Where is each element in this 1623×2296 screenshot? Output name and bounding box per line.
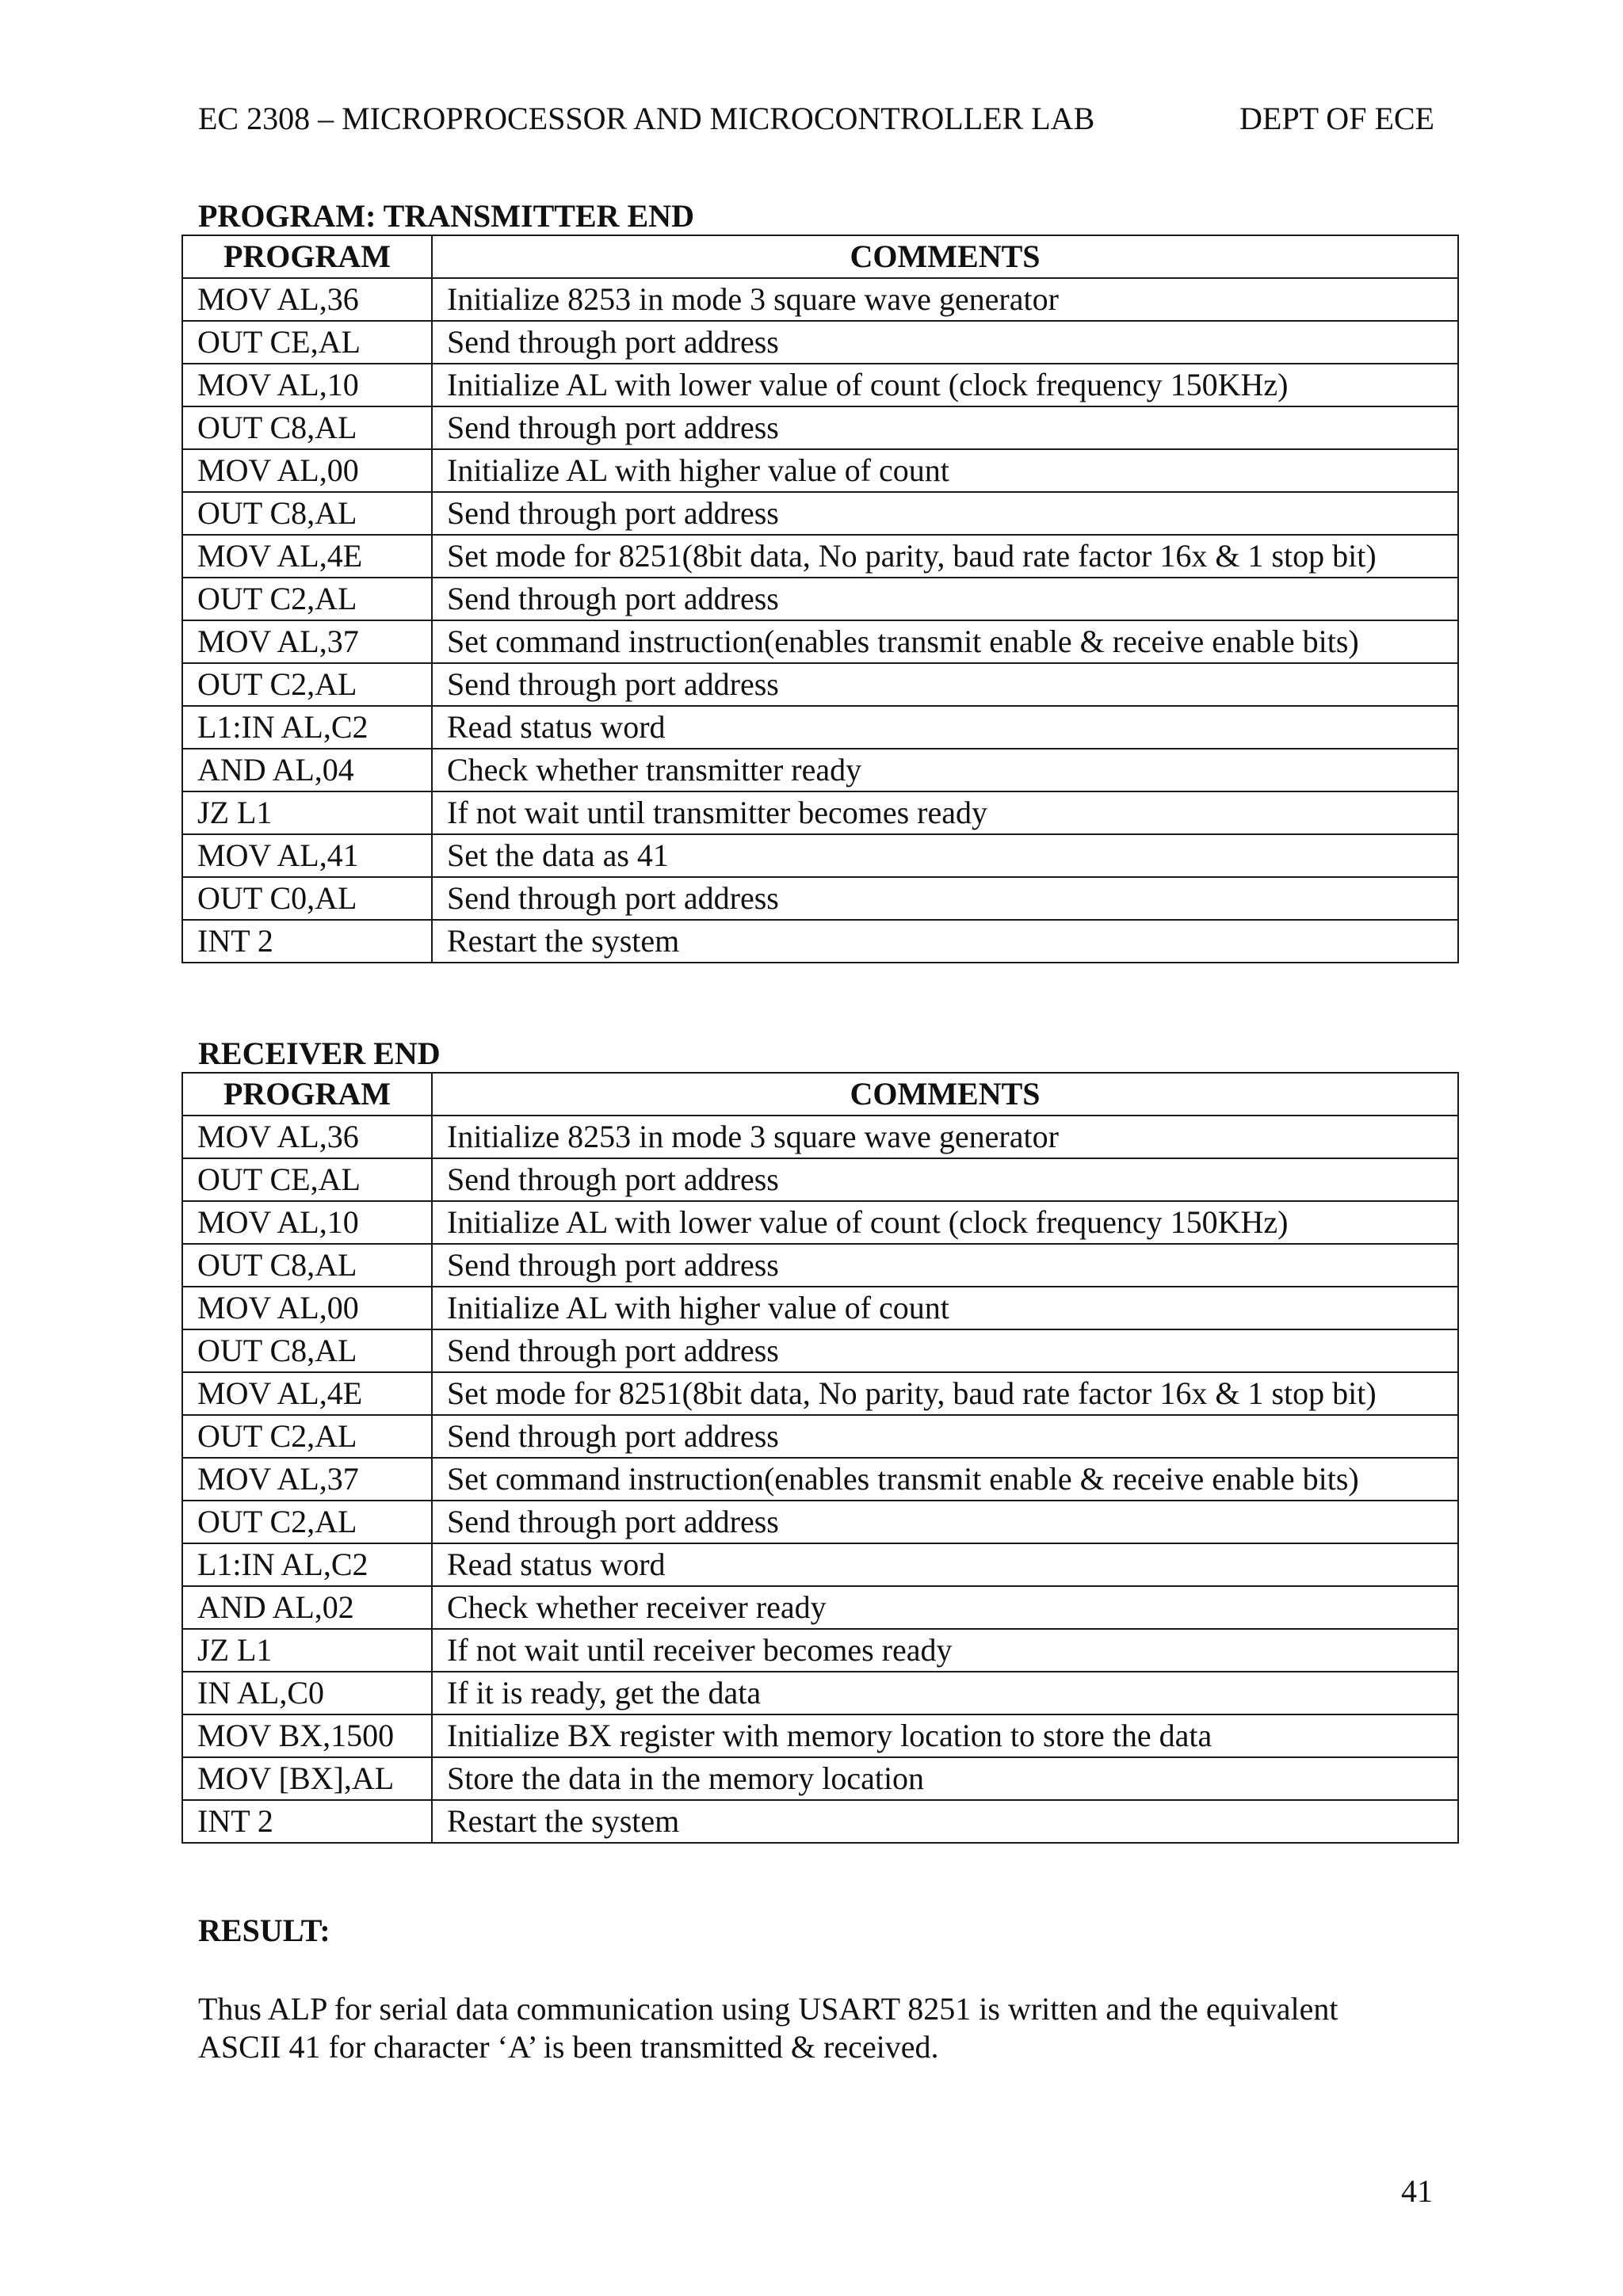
result-heading: RESULT: — [198, 1913, 330, 1948]
table-row — [182, 1415, 1458, 1458]
table-row — [182, 449, 1458, 492]
comment-cell: Initialize 8253 in mode 3 square wave generator — [432, 278, 1458, 321]
table-row — [182, 406, 1458, 449]
table-row — [182, 791, 1458, 834]
program-instruction-cell: MOV AL,00 — [182, 1287, 432, 1329]
table-row — [182, 1158, 1458, 1201]
comments-column-header: COMMENTS — [432, 235, 1458, 278]
receiver-section-title: RECEIVER END — [198, 1035, 441, 1071]
program-instruction-cell: OUT C2,AL — [182, 578, 432, 620]
program-instruction-cell: OUT C8,AL — [182, 492, 432, 535]
program-instruction-cell: OUT C8,AL — [182, 1329, 432, 1372]
program-instruction-cell: MOV AL,37 — [182, 620, 432, 663]
table-row — [182, 1629, 1458, 1672]
table-row — [182, 1543, 1458, 1586]
program-instruction-cell: MOV [BX],AL — [182, 1757, 432, 1800]
comment-cell: Initialize BX register with memory location to store the data — [432, 1714, 1458, 1757]
table-row — [182, 1672, 1458, 1714]
result-paragraph — [198, 1990, 1450, 2066]
page-number: 41 — [1401, 2173, 1433, 2209]
comment-cell: Send through port address — [432, 663, 1458, 706]
comment-cell: Restart the system — [432, 920, 1458, 963]
comment-cell: Initialize AL with lower value of count (clock frequency 150KHz) — [432, 1201, 1458, 1244]
result-line: ASCII 41 for character ‘A’ is been transmitted & received. — [198, 2029, 939, 2065]
table-row — [182, 1244, 1458, 1287]
comment-cell: Store the data in the memory location — [432, 1757, 1458, 1800]
program-instruction-cell: MOV AL,10 — [182, 1201, 432, 1244]
table-header-row — [182, 1073, 1458, 1116]
comment-cell: If not wait until transmitter becomes ready — [432, 791, 1458, 834]
table-row — [182, 321, 1458, 364]
program-instruction-cell: AND AL,04 — [182, 749, 432, 791]
comment-cell: Send through port address — [432, 1415, 1458, 1458]
program-instruction-cell: OUT CE,AL — [182, 321, 432, 364]
program-instruction-cell: MOV AL,36 — [182, 1116, 432, 1158]
table-row — [182, 877, 1458, 920]
comment-cell: If not wait until receiver becomes ready — [432, 1629, 1458, 1672]
comment-cell: Initialize AL with higher value of count — [432, 449, 1458, 492]
comment-cell: Restart the system — [432, 1800, 1458, 1843]
comment-cell: Send through port address — [432, 877, 1458, 920]
table-row — [182, 1458, 1458, 1501]
table-row — [182, 1287, 1458, 1329]
program-instruction-cell: OUT C2,AL — [182, 1501, 432, 1543]
program-instruction-cell: OUT CE,AL — [182, 1158, 432, 1201]
comment-cell: Set command instruction(enables transmit enable & receive enable bits) — [432, 620, 1458, 663]
program-instruction-cell: INT 2 — [182, 920, 432, 963]
comment-cell: If it is ready, get the data — [432, 1672, 1458, 1714]
comment-cell: Send through port address — [432, 578, 1458, 620]
comments-column-header: COMMENTS — [432, 1073, 1458, 1116]
program-instruction-cell: AND AL,02 — [182, 1586, 432, 1629]
comment-cell: Read status word — [432, 706, 1458, 749]
program-instruction-cell: INT 2 — [182, 1800, 432, 1843]
program-instruction-cell: OUT C8,AL — [182, 406, 432, 449]
comment-cell: Set mode for 8251(8bit data, No parity, baud rate factor 16x & 1 stop bit) — [432, 535, 1458, 578]
program-instruction-cell: MOV AL,37 — [182, 1458, 432, 1501]
table-row — [182, 278, 1458, 321]
program-instruction-cell: MOV AL,41 — [182, 834, 432, 877]
table-row — [182, 1329, 1458, 1372]
course-title: EC 2308 – MICROPROCESSOR AND MICROCONTROLLER LAB — [198, 101, 1095, 136]
table-row — [182, 1501, 1458, 1543]
comment-cell: Send through port address — [432, 1244, 1458, 1287]
table-row — [182, 834, 1458, 877]
table-row — [182, 578, 1458, 620]
table-header-row — [182, 235, 1458, 278]
receiver-program-table — [181, 1072, 1459, 1844]
comment-cell: Initialize 8253 in mode 3 square wave generator — [432, 1116, 1458, 1158]
comment-cell: Read status word — [432, 1543, 1458, 1586]
program-instruction-cell: JZ L1 — [182, 1629, 432, 1672]
table-row — [182, 1586, 1458, 1629]
comment-cell: Send through port address — [432, 406, 1458, 449]
comment-cell: Set command instruction(enables transmit enable & receive enable bits) — [432, 1458, 1458, 1501]
page-header — [198, 98, 1434, 139]
table-row — [182, 663, 1458, 706]
program-column-header: PROGRAM — [182, 235, 432, 278]
transmitter-section-title: PROGRAM: TRANSMITTER END — [198, 198, 694, 234]
table-row — [182, 492, 1458, 535]
program-instruction-cell: IN AL,C0 — [182, 1672, 432, 1714]
table-row — [182, 535, 1458, 578]
comment-cell: Send through port address — [432, 492, 1458, 535]
program-instruction-cell: OUT C8,AL — [182, 1244, 432, 1287]
comment-cell: Send through port address — [432, 1158, 1458, 1201]
table-row — [182, 1714, 1458, 1757]
program-instruction-cell: MOV AL,00 — [182, 449, 432, 492]
comment-cell: Check whether receiver ready — [432, 1586, 1458, 1629]
program-instruction-cell: MOV AL,10 — [182, 364, 432, 406]
program-instruction-cell: MOV AL,4E — [182, 1372, 432, 1415]
table-row — [182, 1116, 1458, 1158]
comment-cell: Set the data as 41 — [432, 834, 1458, 877]
program-instruction-cell: L1:IN AL,C2 — [182, 706, 432, 749]
comment-cell: Send through port address — [432, 1329, 1458, 1372]
table-row — [182, 1800, 1458, 1843]
program-column-header: PROGRAM — [182, 1073, 432, 1116]
program-instruction-cell: MOV BX,1500 — [182, 1714, 432, 1757]
table-row — [182, 706, 1458, 749]
comment-cell: Check whether transmitter ready — [432, 749, 1458, 791]
table-row — [182, 920, 1458, 963]
program-instruction-cell: MOV AL,36 — [182, 278, 432, 321]
table-row — [182, 620, 1458, 663]
comment-cell: Send through port address — [432, 321, 1458, 364]
table-row — [182, 1372, 1458, 1415]
program-instruction-cell: JZ L1 — [182, 791, 432, 834]
program-instruction-cell: OUT C2,AL — [182, 1415, 432, 1458]
table-row — [182, 364, 1458, 406]
table-row — [182, 1201, 1458, 1244]
comment-cell: Initialize AL with higher value of count — [432, 1287, 1458, 1329]
department-label: DEPT OF ECE — [1239, 101, 1434, 136]
table-row — [182, 1757, 1458, 1800]
comment-cell: Set mode for 8251(8bit data, No parity, baud rate factor 16x & 1 stop bit) — [432, 1372, 1458, 1415]
comment-cell: Initialize AL with lower value of count (clock frequency 150KHz) — [432, 364, 1458, 406]
result-line: Thus ALP for serial data communication using USART 8251 is written and the equivalent — [198, 1991, 1338, 2027]
comment-cell: Send through port address — [432, 1501, 1458, 1543]
program-instruction-cell: MOV AL,4E — [182, 535, 432, 578]
program-instruction-cell: OUT C2,AL — [182, 663, 432, 706]
program-instruction-cell: L1:IN AL,C2 — [182, 1543, 432, 1586]
program-instruction-cell: OUT C0,AL — [182, 877, 432, 920]
table-row — [182, 749, 1458, 791]
transmitter-program-table — [181, 235, 1459, 963]
